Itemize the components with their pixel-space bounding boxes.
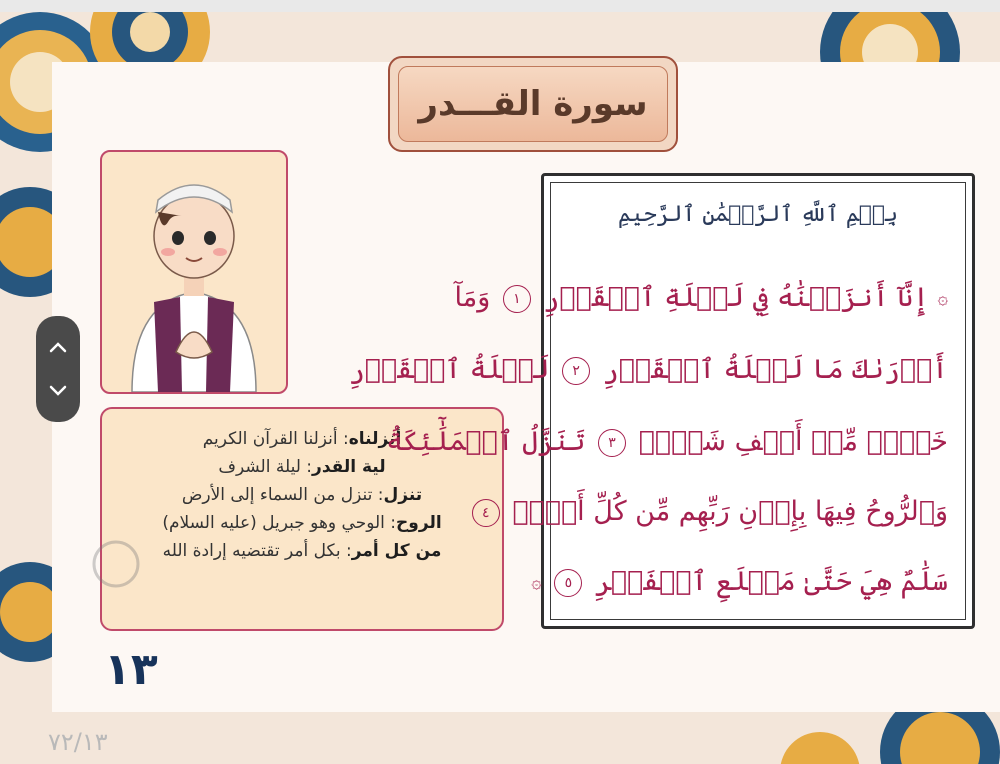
ornament-icon: ۞ <box>937 288 948 309</box>
ayah-number-marker: ٤ <box>472 499 500 527</box>
verse-line <box>454 282 948 313</box>
ayah-number-marker: ٣ <box>598 429 626 457</box>
verse-text: وَٱلرُّوحُ فِيهَا بِإِذۡنِ رَبِّهِم مِّن كُلِّ أَمۡرٖ <box>512 496 948 527</box>
glossary-row: تنزل: تنزل من السماء إلى الأرض <box>181 485 423 505</box>
verse-line <box>386 426 948 457</box>
watermark-logo <box>76 536 186 606</box>
surah-title: سورة القـــدر <box>418 84 648 124</box>
glossary-definition: تنزل من السماء إلى الأرض <box>181 485 373 505</box>
page-counter: ٧٢/١٣ <box>48 728 108 756</box>
ayah-number-marker: ٢ <box>562 357 590 385</box>
ayah-number-marker: ١ <box>503 285 531 313</box>
chevron-down-icon <box>49 385 67 397</box>
verse-line <box>482 496 948 527</box>
verse-text: لَيۡلَةُ ٱلۡقَدۡرِ <box>348 354 550 385</box>
surah-inner-border <box>550 182 966 620</box>
glossary-definition: أنزلنا القرآن الكريم <box>202 429 338 449</box>
previous-page-button[interactable] <box>36 324 80 370</box>
verse-text: أَدۡرَىٰكَ مَا لَيۡلَةُ ٱلۡقَدۡرِ <box>602 354 948 385</box>
ornament-icon: ۞ <box>531 572 542 593</box>
verse-text: وَمَآ <box>454 282 491 313</box>
glossary-row: لية القدر: ليلة الشرف <box>218 457 386 477</box>
page-navigation-control <box>36 316 80 422</box>
glossary-row: الروح: الوحي وهو جبريل (عليه السلام) <box>162 513 442 533</box>
verse-text: خَيۡرٞ مِّنۡ أَلۡفِ شَهۡرٖ <box>638 426 948 457</box>
glossary-definition: بكل أمر تقتضيه إرادة الله <box>162 541 341 561</box>
verse-line <box>348 354 948 385</box>
ayah-number-marker: ٥ <box>554 569 582 597</box>
glossary-row: من كل أمر: بكل أمر تقتضيه إرادة الله <box>162 541 442 561</box>
title-frame <box>388 56 678 152</box>
verse-text: سَلَٰمٌ هِيَ حَتَّىٰ مَطۡلَعِ ٱلۡفَجۡرِ <box>594 566 948 597</box>
glossary-term: لية القدر <box>312 457 386 477</box>
glossary-term: الروح <box>396 513 442 533</box>
chevron-up-icon <box>49 341 67 353</box>
next-page-button[interactable] <box>36 368 80 414</box>
verse-text: إِنَّآ أَنزَلۡنَٰهُ فِي لَيۡلَةِ ٱلۡقَدۡرِ <box>543 282 929 313</box>
glossary-definition: الوحي وهو جبريل (عليه السلام) <box>162 513 385 533</box>
glossary-term: تنزل <box>383 485 423 505</box>
glossary-term: من كل أمر <box>351 541 442 561</box>
verse-line <box>531 566 948 597</box>
page-number: ١٣ <box>104 644 158 695</box>
verse-text: تَنَزَّلُ ٱلۡمَلَٰٓئِكَةُ <box>386 426 586 457</box>
glossary-term: أنزلناه <box>348 429 402 449</box>
glossary-definition: ليلة الشرف <box>218 457 301 477</box>
basmala: بِسۡمِ ٱللَّهِ ٱلرَّحۡمَٰنِ ٱلرَّحِيمِ <box>617 202 899 227</box>
title-plate <box>398 66 668 142</box>
glossary-row: أنزلناه: أنزلنا القرآن الكريم <box>202 429 402 449</box>
praying-boy-illustration <box>100 150 288 394</box>
